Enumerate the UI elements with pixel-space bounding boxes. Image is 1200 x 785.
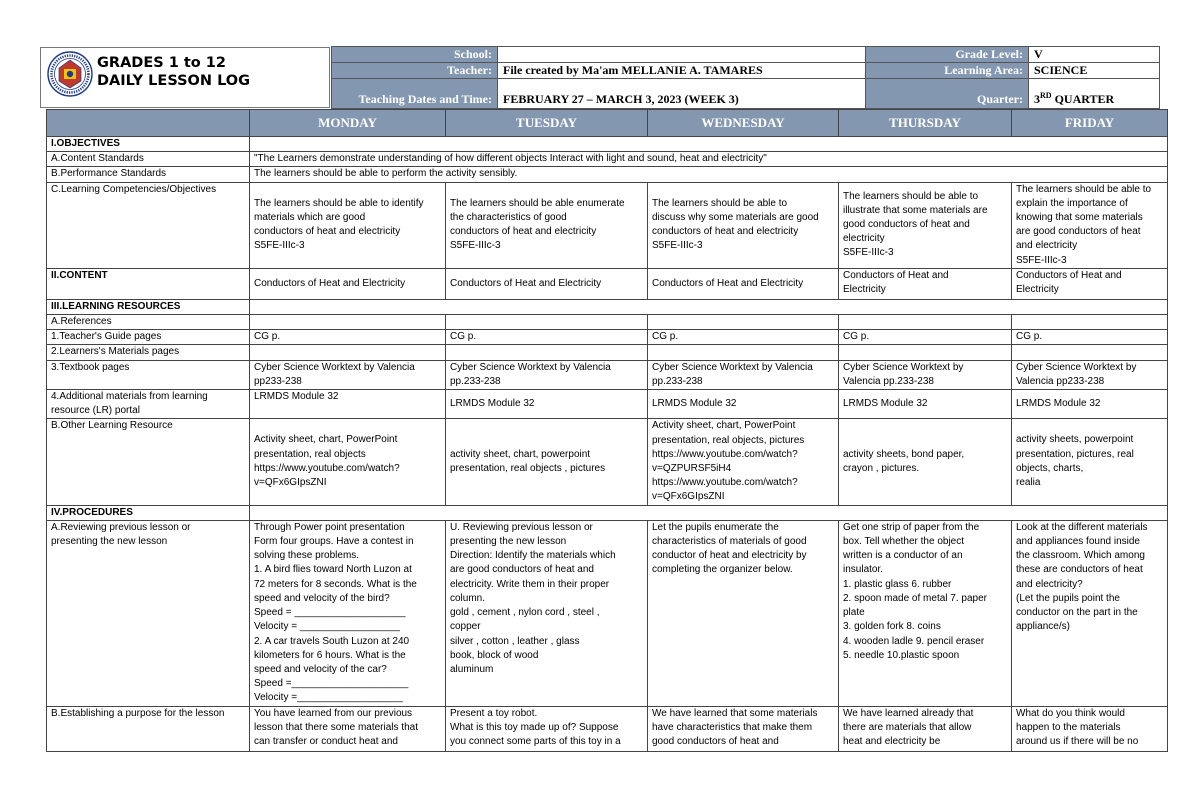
- other-tuesday: [446, 419, 648, 505]
- cell-line: written is a conductor of an: [843, 550, 963, 562]
- cell-line: activity sheets, powerpoint: [1016, 434, 1134, 446]
- cell-line: these are conductors of heat: [1016, 564, 1143, 576]
- title-daily-lesson-log: DAILY LESSON LOG: [97, 73, 251, 89]
- references-tuesday: [446, 315, 648, 330]
- additional-wednesday: LRMDS Module 32: [648, 390, 839, 419]
- cell-line: completing the organizer below.: [652, 564, 793, 576]
- day-header-thursday: THURSDAY: [839, 110, 1012, 137]
- cell-line: We have learned already that: [843, 707, 974, 719]
- cell-line: good conductors of heat and: [652, 735, 779, 747]
- section-objectives: I.OBJECTIVES: [47, 137, 250, 152]
- day-header-monday: MONDAY: [250, 110, 446, 137]
- cell-line: v=QZPURSF5iH4: [652, 463, 732, 475]
- purpose-friday: [1012, 706, 1168, 751]
- cell-line: Activity sheet, chart, PowerPoint: [652, 420, 796, 432]
- cell-line: Cyber Science Worktext by: [1016, 361, 1137, 373]
- row-references: [47, 315, 1168, 330]
- tg-friday: CG p.: [1012, 330, 1168, 345]
- cell-line: (Let the pupils point the: [1016, 592, 1120, 604]
- title-grades: GRADES 1 to 12: [97, 55, 226, 71]
- teaching-dates-label: Teaching Dates and Time:: [332, 79, 498, 109]
- corner-cell: [47, 110, 250, 137]
- cell-line: Form four groups. Have a contest in: [254, 536, 414, 548]
- references-monday: [250, 315, 446, 330]
- cell-line: conductor of heat and electricity by: [652, 550, 807, 562]
- cell-line: Direction: Identify the materials which: [450, 550, 616, 562]
- cell-line: presentation, pictures, real: [1016, 448, 1134, 460]
- additional-friday: LRMDS Module 32: [1012, 390, 1168, 419]
- cell-line: S5FE-IIIc-3: [652, 240, 703, 252]
- cell-line: presentation, real objects, pictures: [652, 434, 805, 446]
- cell-line: speed and velocity of the bird?: [254, 592, 390, 604]
- additional-thursday: LRMDS Module 32: [839, 390, 1012, 419]
- cell-line: Electricity: [1016, 284, 1059, 296]
- tg-tuesday: CG p.: [446, 330, 648, 345]
- competency-wednesday: [648, 182, 839, 268]
- cell-line: gold , cement , nylon cord , steel ,: [450, 607, 600, 619]
- row-textbook: [47, 360, 1168, 389]
- content-monday: [250, 268, 446, 299]
- additional-label-line2: resource (LR) portal: [51, 405, 140, 417]
- label-references: A.References: [47, 315, 250, 330]
- row-performance-standards: [47, 167, 1168, 182]
- cell-line: Look at the different materials: [1016, 521, 1148, 533]
- cell-line: Through Power point presentation: [254, 521, 405, 533]
- cell-line: 2. A car travels South Luzon at 240: [254, 635, 410, 647]
- lm-wednesday: [648, 345, 839, 360]
- cell-line: You have learned from our previous: [254, 707, 413, 719]
- cell-line: We have learned that some materials: [652, 707, 818, 719]
- cell-line: Conductors of Heat and: [843, 269, 949, 281]
- cell-line: Speed = ____________________: [254, 607, 406, 619]
- cell-line: presentation, real objects , pictures: [450, 463, 606, 475]
- cell-line: discuss why some materials are good: [652, 211, 819, 223]
- quarter-label: Quarter:: [866, 79, 1029, 109]
- additional-monday: LRMDS Module 32: [250, 390, 446, 419]
- cell-line: https://www.youtube.com/watch?: [652, 477, 798, 489]
- section-procedures: IV.PROCEDURES: [47, 505, 250, 520]
- school-label: School:: [332, 47, 498, 63]
- label-other-resources: B.Other Learning Resource: [47, 419, 250, 505]
- reviewing-thursday: [839, 520, 1012, 706]
- cell-line: presentation, real objects: [254, 448, 366, 460]
- learning-resources-blank: [250, 299, 1168, 314]
- lm-friday: [1012, 345, 1168, 360]
- teacher-label: Teacher:: [332, 63, 498, 79]
- cell-line: crayon , pictures.: [843, 463, 920, 475]
- cell-line: good conductors of heat and: [843, 219, 970, 231]
- reviewing-wednesday: [648, 520, 839, 706]
- cell-line: book, block of wood: [450, 649, 539, 661]
- cell-line: pp.233-238: [450, 375, 501, 387]
- school-value: [498, 47, 866, 63]
- row-additional-materials: [47, 390, 1168, 419]
- cell-line: pp233-238: [254, 375, 302, 387]
- cell-line: conductors of heat and electricity: [254, 226, 401, 238]
- other-monday: [250, 419, 446, 505]
- references-friday: [1012, 315, 1168, 330]
- cell-line: Cyber Science Worktext by Valencia: [450, 361, 611, 373]
- cell-line: and electricity?: [1016, 578, 1083, 590]
- cell-line: The learners should be able to: [1016, 183, 1152, 195]
- lm-thursday: [839, 345, 1012, 360]
- cell-line: electricity. Write them in their proper: [450, 578, 610, 590]
- reviewing-label-line2: presenting the new lesson: [51, 536, 168, 548]
- row-objectives: [47, 137, 1168, 152]
- performance-standards-text: The learners should be able to perform the activity sensibly.: [250, 167, 1168, 182]
- cell-line: and appliances found inside: [1016, 536, 1140, 548]
- label-performance-standards: B.Performance Standards: [47, 167, 250, 182]
- textbook-thursday: [839, 360, 1012, 389]
- cell-line: 1. A bird flies toward North Luzon at: [254, 564, 412, 576]
- label-content: II.CONTENT: [47, 268, 250, 299]
- purpose-monday: [250, 706, 446, 751]
- textbook-monday: [250, 360, 446, 389]
- cell-line: solving these problems.: [254, 550, 360, 562]
- reviewing-friday: [1012, 520, 1168, 706]
- cell-line: https://www.youtube.com/watch?: [254, 462, 400, 474]
- textbook-tuesday: [446, 360, 648, 389]
- additional-label-line1: 4.Additional materials from learning: [51, 391, 208, 403]
- cell-line: illustrate that some materials are: [843, 204, 988, 216]
- cell-line: lesson that there some materials that: [254, 721, 418, 733]
- cell-line: 5. needle 10.plastic spoon: [843, 649, 960, 661]
- competency-friday: [1012, 182, 1168, 268]
- objectives-blank: [250, 137, 1168, 152]
- tg-wednesday: CG p.: [648, 330, 839, 345]
- label-reviewing: [47, 520, 250, 706]
- cell-line: have characteristics that make them: [652, 721, 813, 733]
- teacher-value: File created by Ma'am MELLANIE A. TAMARES: [498, 63, 866, 79]
- cell-line: 2. spoon made of metal 7. paper: [843, 592, 987, 604]
- competency-monday: [250, 182, 446, 268]
- row-teachers-guide: [47, 330, 1168, 345]
- row-purpose: [47, 706, 1168, 751]
- cell-line: kilometers for 6 hours. What is the: [254, 649, 406, 661]
- cell-line: Cyber Science Worktext by: [843, 361, 964, 373]
- cell-line: Let the pupils enumerate the: [652, 521, 779, 533]
- cell-line: plate: [843, 607, 865, 619]
- other-thursday: [839, 419, 1012, 505]
- cell-line: aluminum: [450, 663, 494, 675]
- cell-line: Valencia pp.233-238: [843, 375, 934, 387]
- cell-line: The learners should be able to: [652, 197, 788, 209]
- purpose-thursday: [839, 706, 1012, 751]
- row-reviewing: [47, 520, 1168, 706]
- cell-line: speed and velocity of the car?: [254, 663, 387, 675]
- cell-line: box. Tell whether the object: [843, 536, 965, 548]
- purpose-wednesday: [648, 706, 839, 751]
- cell-line: The learners should be able to identify: [254, 197, 424, 209]
- cell-line: The learners should be able enumerate: [450, 197, 625, 209]
- row-learning-resources: [47, 299, 1168, 314]
- day-header-wednesday: WEDNESDAY: [648, 110, 839, 137]
- label-competencies: C.Learning Competencies/Objectives: [47, 182, 250, 268]
- cell-line: S5FE-IIIc-3: [843, 247, 894, 259]
- cell-line: column.: [450, 592, 486, 604]
- competency-tuesday: [446, 182, 648, 268]
- cell-line: 72 meters for 8 seconds. What is the: [254, 578, 417, 590]
- references-wednesday: [648, 315, 839, 330]
- references-thursday: [839, 315, 1012, 330]
- additional-tuesday: LRMDS Module 32: [446, 390, 648, 419]
- cell-line: What do you think would: [1016, 707, 1125, 719]
- cell-line: Conductors of Heat and: [1016, 269, 1122, 281]
- cell-line: the characteristics of good: [450, 211, 567, 223]
- cell-line: Velocity = __________________: [254, 621, 400, 633]
- cell-line: Conductors of Heat and Electricity: [450, 277, 602, 289]
- cell-line: presenting the new lesson: [450, 536, 567, 548]
- header-info-table: [331, 46, 1160, 109]
- learning-area-label: Learning Area:: [866, 63, 1029, 79]
- cell-line: heat and electricity be: [843, 735, 941, 747]
- row-learners-materials: [47, 345, 1168, 360]
- cell-line: Velocity =___________________: [254, 692, 403, 704]
- cell-line: https://www.youtube.com/watch?: [652, 448, 798, 460]
- quarter-suffix: RD: [1040, 91, 1052, 100]
- deped-seal-icon: [47, 51, 93, 97]
- cell-line: the classroom. Which among: [1016, 550, 1145, 562]
- cell-line: copper: [450, 621, 481, 633]
- purpose-tuesday: [446, 706, 648, 751]
- cell-line: activity sheets, bond paper,: [843, 448, 965, 460]
- cell-line: Present a toy robot.: [450, 707, 538, 719]
- cell-line: appliance/s): [1016, 621, 1070, 633]
- procedures-blank: [250, 505, 1168, 520]
- cell-line: around us if there will be no: [1016, 735, 1139, 747]
- label-content-standards: A.Content Standards: [47, 152, 250, 167]
- grade-level-label: Grade Level:: [866, 47, 1029, 63]
- cell-line: Valencia pp233-238: [1016, 375, 1105, 387]
- cell-line: objects, charts,: [1016, 462, 1084, 474]
- section-learning-resources: III.LEARNING RESOURCES: [47, 299, 250, 314]
- cell-line: happen to the materials: [1016, 721, 1121, 733]
- reviewing-label-line1: A.Reviewing previous lesson or: [51, 521, 191, 533]
- cell-line: Speed =_____________________: [254, 678, 409, 690]
- cell-line: 1. plastic glass 6. rubber: [843, 578, 952, 590]
- cell-line: Get one strip of paper from the: [843, 521, 980, 533]
- row-content-standards: [47, 152, 1168, 167]
- label-purpose: B.Establishing a purpose for the lesson: [47, 706, 250, 751]
- cell-line: Electricity: [843, 284, 886, 296]
- cell-line: Cyber Science Worktext by Valencia: [254, 361, 415, 373]
- quarter-text: QUARTER: [1051, 92, 1115, 106]
- cell-line: and electricity: [1016, 240, 1078, 252]
- competency-thursday: [839, 182, 1012, 268]
- label-learners-materials: 2.Learners's Materials pages: [47, 345, 250, 360]
- content-thursday: [839, 268, 1012, 299]
- cell-line: U. Reviewing previous lesson or: [450, 521, 593, 533]
- day-header-tuesday: TUESDAY: [446, 110, 648, 137]
- cell-line: conductor on the part in the: [1016, 607, 1138, 619]
- cell-line: pp.233-238: [652, 375, 703, 387]
- lm-monday: [250, 345, 446, 360]
- textbook-friday: [1012, 360, 1168, 389]
- learning-area-value: SCIENCE: [1029, 63, 1160, 79]
- label-additional-materials: [47, 390, 250, 419]
- label-textbook: 3.Textbook pages: [47, 360, 250, 389]
- cell-line: 4. wooden ladle 9. pencil eraser: [843, 635, 985, 647]
- reviewing-monday: [250, 520, 446, 706]
- cell-line: Activity sheet, chart, PowerPoint: [254, 434, 398, 446]
- day-header-friday: FRIDAY: [1012, 110, 1168, 137]
- content-wednesday: [648, 268, 839, 299]
- cell-line: Conductors of Heat and Electricity: [254, 277, 406, 289]
- reviewing-tuesday: [446, 520, 648, 706]
- grade-level-value: V: [1029, 47, 1160, 63]
- cell-line: can transfer or conduct heat and: [254, 735, 398, 747]
- tg-thursday: CG p.: [839, 330, 1012, 345]
- cell-line: knowing that some materials: [1016, 212, 1143, 224]
- other-wednesday: [648, 419, 839, 505]
- lm-tuesday: [446, 345, 648, 360]
- cell-line: insulator.: [843, 564, 884, 576]
- cell-line: you connect some parts of this toy in a: [450, 735, 621, 747]
- cell-line: 3. golden fork 8. coins: [843, 621, 941, 633]
- cell-line: electricity: [843, 233, 885, 245]
- row-other-resources: [47, 419, 1168, 505]
- cell-line: Cyber Science Worktext by Valencia: [652, 361, 813, 373]
- content-tuesday: [446, 268, 648, 299]
- textbook-wednesday: [648, 360, 839, 389]
- quarter-value: [1029, 79, 1160, 109]
- quarter-number: 3: [1034, 92, 1040, 106]
- row-content: [47, 268, 1168, 299]
- row-procedures: [47, 505, 1168, 520]
- cell-line: are good conductors of heat and: [450, 564, 594, 576]
- cell-line: conductors of heat and electricity: [652, 226, 799, 238]
- cell-line: activity sheet, chart, powerpoint: [450, 448, 591, 460]
- cell-line: silver , cotton , leather , glass: [450, 635, 580, 647]
- row-competencies: [47, 182, 1168, 268]
- cell-line: S5FE-IIIc-3: [1016, 254, 1067, 266]
- lesson-log-table: [46, 109, 1168, 752]
- cell-line: v=QFx6GIpsZNI: [254, 477, 327, 489]
- cell-line: conductors of heat and electricity: [450, 226, 597, 238]
- content-standards-text: "The Learners demonstrate understanding of how different objects Interact with light and sound, heat and electricity": [250, 152, 1168, 167]
- cell-line: materials which are good: [254, 211, 366, 223]
- cell-line: Conductors of Heat and Electricity: [652, 277, 804, 289]
- label-teachers-guide: 1.Teacher's Guide pages: [47, 330, 250, 345]
- cell-line: there are materials that allow: [843, 721, 972, 733]
- cell-line: v=QFx6GIpsZNI: [652, 491, 725, 503]
- tg-monday: CG p.: [250, 330, 446, 345]
- cell-line: S5FE-IIIc-3: [254, 240, 305, 252]
- cell-line: explain the importance of: [1016, 197, 1128, 209]
- cell-line: are good conductors of heat: [1016, 226, 1141, 238]
- cell-line: S5FE-IIIc-3: [450, 240, 501, 252]
- other-friday: [1012, 419, 1168, 505]
- cell-line: What is this toy made up of? Suppose: [450, 721, 619, 733]
- cell-line: characteristics of materials of good: [652, 536, 807, 548]
- cell-line: realia: [1016, 477, 1041, 489]
- cell-line: The learners should be able to: [843, 190, 979, 202]
- content-friday: [1012, 268, 1168, 299]
- teaching-dates-value: FEBRUARY 27 – MARCH 3, 2023 (WEEK 3): [498, 79, 866, 109]
